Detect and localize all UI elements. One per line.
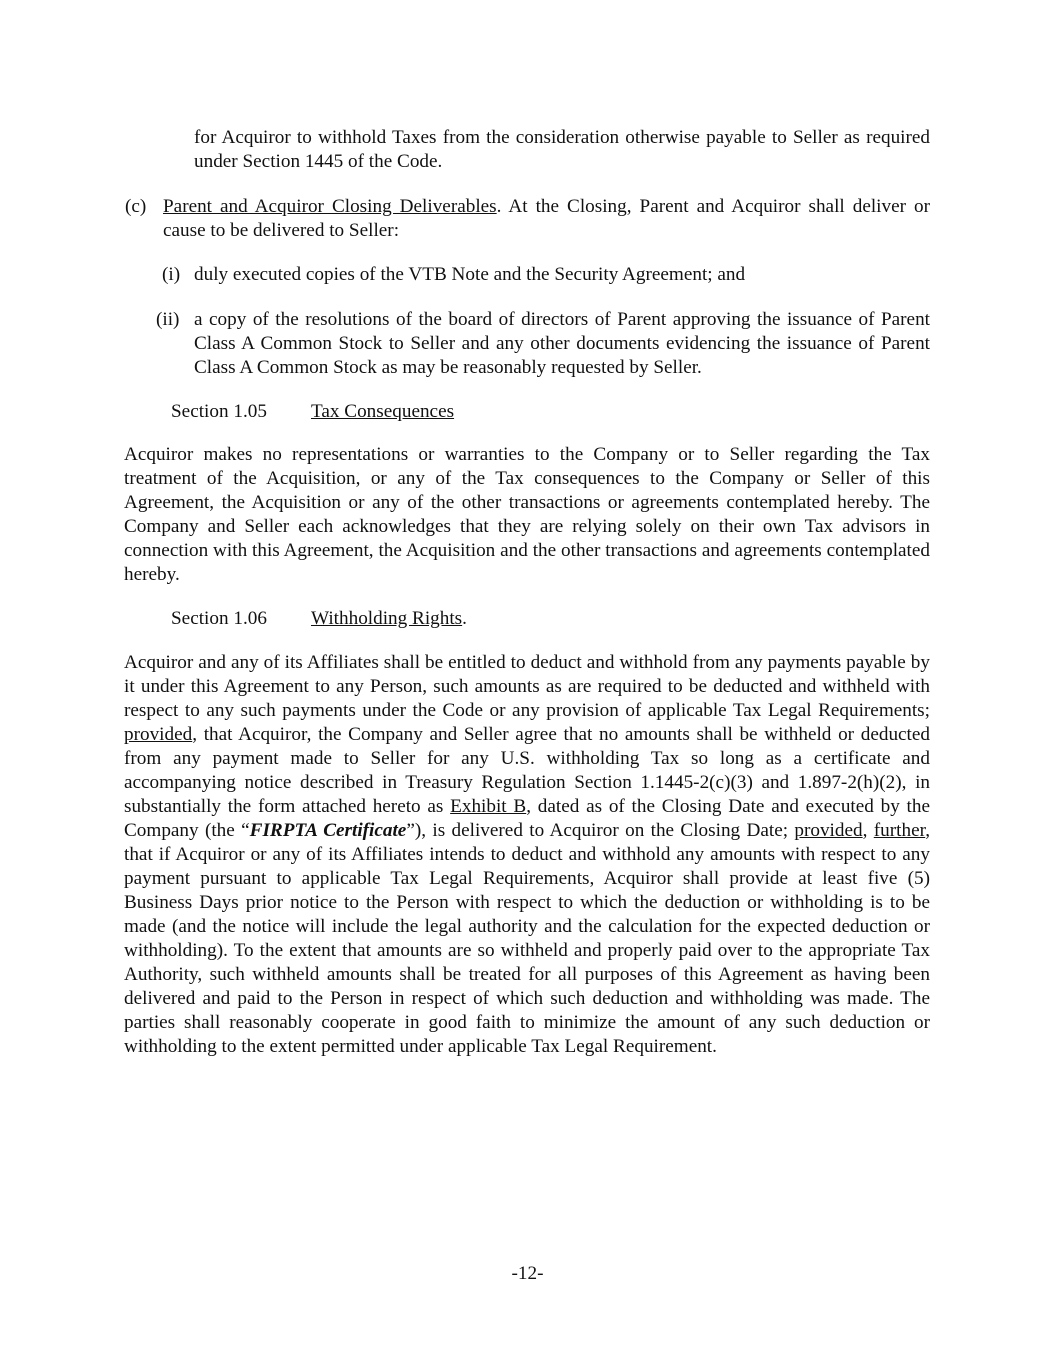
item-c-heading: Parent and Acquiror Closing Deliverables <box>163 196 497 217</box>
body-text-4: ”), is delivered to Acquiror on the Closing Date; <box>406 820 795 841</box>
exhibit-b-reference: Exhibit B <box>450 796 527 817</box>
provided-term-2: provided <box>794 820 863 841</box>
section-106-title-suffix: . <box>462 608 467 629</box>
item-c-paragraph <box>163 195 930 243</box>
section-106-title: Withholding Rights <box>311 608 463 629</box>
body-text-2: , that Acquiror, the Company and Seller agree that no amounts shall be withheld or deducted from any payment made to Seller for any U.S. withholding Tax so long as a certificate and accompanying notice described in Treasury Regulation Section 1.1445-2(c)(3) and 1.897-2(h)(2), in substantially the form attached hereto as <box>124 724 930 817</box>
section-106-heading <box>311 607 467 631</box>
body-text-5: , <box>862 820 874 841</box>
subitem-i-text: duly executed copies of the VTB Note and the Security Agreement; and <box>194 264 746 285</box>
section-106-number: Section 1.06 <box>171 608 267 629</box>
firpta-certificate-term: FIRPTA Certificate <box>249 820 407 841</box>
provided-term-1: provided <box>124 724 193 745</box>
item-c-label: (c) <box>125 196 147 217</box>
subitem-i-label: (i) <box>162 264 181 285</box>
section-105-title: Tax Consequences <box>311 401 455 422</box>
body-text-3: , dated as of the Closing Date and executed by the Company (the “ <box>124 796 930 841</box>
further-term: further <box>873 820 926 841</box>
subitem-ii-text: a copy of the resolutions of the board of directors of Parent approving the issuance of Parent Class A Common Stock to Seller and any other documents evidencing the issuance of Parent Class A Common Stock as may be reasonably requested by Seller. <box>194 309 930 378</box>
section-105-body: Acquiror makes no representations or warranties to the Company or to Seller regarding the Tax treatment of the Acquisition, or any of the Tax consequences to the Company or Seller of this Agreement, the Acquisition or any of the other transactions or agreements contemplated hereby. The Company and Seller each acknowledges that they are relying solely on their own Tax advisors in connection with this Agreement, the Acquisition and the other transactions and agreements contemplated hereby. <box>124 444 930 585</box>
subitem-ii-label: (ii) <box>156 309 180 330</box>
item-c-text: . At the Closing, Parent and Acquiror shall deliver or cause to be delivered to Seller: <box>163 196 931 241</box>
page-number: -12- <box>511 1263 544 1284</box>
section-106-body <box>124 651 930 1059</box>
body-text-6: , that if Acquiror or any of its Affiliates intends to deduct and withhold any amounts with respect to any payment pursuant to applicable Tax Legal Requirements, Acquiror shall provide at least five (5) Business Days prior notice to the Person with respect to which the deduction or withholding is to be made (and the notice will include the legal authority and the calculation for the expected deduction or withholding). To the extent that amounts are so withheld and properly paid over to the appropriate Tax Authority, such withheld amounts shall be treated for all purposes of this Agreement as having been delivered and paid to the Person in respect of which such deduction and withholding was made. The parties shall reasonably cooperate in good faith to minimize the amount of any such deduction or withholding to the extent permitted under applicable Tax Legal Requirement. <box>124 820 930 1057</box>
continuation-paragraph: for Acquiror to withhold Taxes from the consideration otherwise payable to Seller as required under Section 1445 of the Code. <box>194 127 930 172</box>
body-text-1: Acquiror and any of its Affiliates shall be entitled to deduct and withhold from any payments payable by it under this Agreement to any Person, such amounts as are required to be deducted and withheld with respect to any such payments under the Code or any provision of applicable Tax Legal Requirements; <box>124 652 930 721</box>
section-105-number: Section 1.05 <box>171 401 267 422</box>
